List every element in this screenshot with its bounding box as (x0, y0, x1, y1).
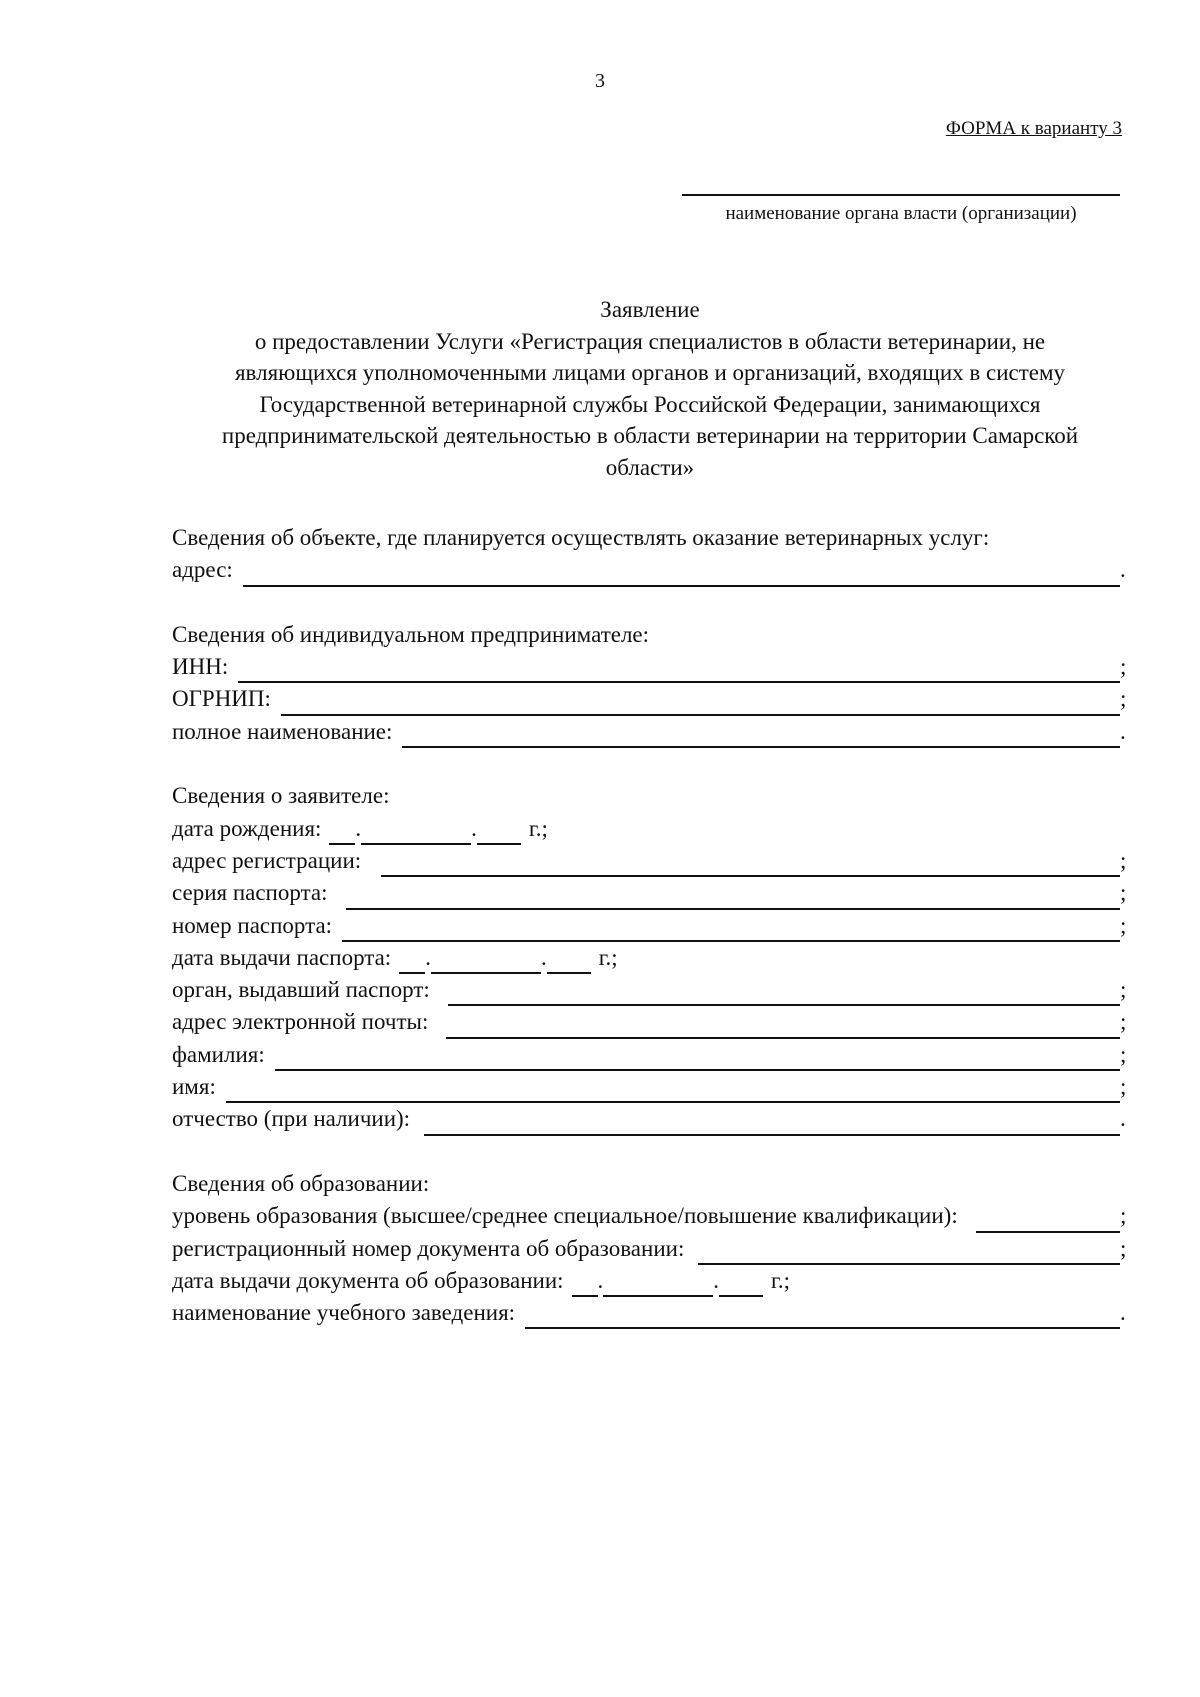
education-doc-date-label: дата выдачи документа об образовании: (172, 1267, 564, 1293)
title-line: области» (605, 454, 695, 480)
passport-issue-month-field[interactable] (431, 950, 541, 974)
name-label: имя: (172, 1074, 216, 1100)
education-doc-number-label: регистрационный номер документа об образовании: (172, 1235, 685, 1261)
reg-address-label: адрес регистрации: (172, 847, 362, 873)
applicant-section-heading: Сведения о заявителе: (172, 783, 390, 809)
object-section-heading: Сведения об объекте, где планируется осуществлять оказание ветеринарных услуг: (172, 525, 990, 550)
education-level-label: уровень образования (высшее/среднее специальное/повышение квалификации): (172, 1203, 958, 1229)
education-doc-month-field[interactable] (603, 1273, 713, 1297)
education-level-row: уровень образования (высшее/среднее специальное/повышение квалификации): ; (172, 1200, 1130, 1232)
email-field[interactable] (446, 1015, 1120, 1039)
birth-date-label: дата рождения: (172, 815, 322, 841)
reg-address-row: адрес регистрации: ; (172, 845, 1130, 877)
title-line: Государственной ветеринарной службы Российской Федерации, занимающихся (259, 391, 1041, 417)
full-name-field[interactable] (402, 724, 1120, 748)
title-line: о предоставлении Услуги «Регистрация специалистов в области ветеринарии, не (254, 328, 1046, 354)
title-line: являющихся уполномоченными лицами органов и организаций, входящих в систему (234, 360, 1066, 385)
inn-field[interactable] (238, 659, 1120, 683)
inn-label: ИНН: (172, 654, 229, 680)
email-label: адрес электронной почты: (172, 1009, 429, 1035)
name-field[interactable] (226, 1079, 1120, 1103)
form-body (172, 522, 1130, 1329)
entrepreneur-section-heading: Сведения об индивидуальном предпринимателе: (172, 621, 650, 647)
education-level-field[interactable] (976, 1209, 1120, 1233)
birth-month-field[interactable] (361, 821, 471, 845)
birth-date-row: дата рождения: . . г.; (172, 813, 1130, 845)
surname-label: фамилия: (172, 1041, 265, 1067)
institution-label: наименование учебного заведения: (172, 1300, 516, 1326)
birth-year-field[interactable] (477, 821, 521, 845)
surname-row: фамилия: ; (172, 1039, 1130, 1071)
object-address-field[interactable] (243, 563, 1120, 587)
passport-number-field[interactable] (342, 918, 1120, 942)
page-number: 3 (595, 70, 605, 92)
org-name-caption: наименование органа власти (организации) (725, 203, 1077, 224)
ogrnip-field[interactable] (281, 692, 1120, 716)
ogrnip-label: ОГРНИП: (172, 686, 271, 712)
passport-issue-day-field[interactable] (399, 950, 425, 974)
org-name-field[interactable] (682, 194, 1120, 196)
document-title (140, 294, 1160, 483)
education-section-heading: Сведения об образовании: (172, 1170, 430, 1196)
patronymic-label: отчество (при наличии): (172, 1106, 411, 1132)
inn-row: ИНН: ; (172, 651, 1130, 683)
name-row: имя: ; (172, 1071, 1130, 1103)
title-line: предпринимательской деятельностью в области ветеринарии на территории Самарской (221, 423, 1079, 448)
form-variant-label: ФОРМА к варианту 3 (945, 118, 1122, 139)
passport-issue-year-field[interactable] (547, 950, 591, 974)
patronymic-field[interactable] (424, 1112, 1120, 1136)
full-name-label: полное наименование: (172, 718, 393, 744)
surname-field[interactable] (275, 1047, 1120, 1071)
passport-issuer-label: орган, выдавший паспорт: (172, 977, 430, 1003)
institution-field[interactable] (525, 1305, 1120, 1329)
passport-number-row: номер паспорта: ; (172, 910, 1130, 942)
passport-series-field[interactable] (346, 886, 1121, 910)
education-doc-number-row: регистрационный номер документа об образовании: ; (172, 1233, 1130, 1265)
object-address-label: адрес: (172, 557, 233, 583)
email-row: адрес электронной почты: ; (172, 1006, 1130, 1038)
passport-issue-date-row: дата выдачи паспорта: . . г.; (172, 942, 1130, 974)
passport-series-label: серия паспорта: (172, 880, 328, 906)
passport-issuer-row: орган, выдавший паспорт: ; (172, 974, 1130, 1006)
passport-issue-date-label: дата выдачи паспорта: (172, 944, 392, 970)
patronymic-row: отчество (при наличии): . (172, 1103, 1130, 1135)
education-doc-date-row: дата выдачи документа об образовании: . . г.; (172, 1265, 1130, 1297)
reg-address-field[interactable] (381, 853, 1120, 877)
passport-series-row: серия паспорта: ; (172, 877, 1130, 909)
ogrnip-row: ОГРНИП: ; (172, 683, 1130, 715)
passport-number-label: номер паспорта: (172, 912, 333, 938)
object-address-row: адрес: . (172, 554, 1130, 586)
education-doc-day-field[interactable] (572, 1273, 598, 1297)
full-name-row: полное наименование: . (172, 716, 1130, 748)
title-heading: Заявление (600, 297, 700, 322)
education-doc-year-field[interactable] (719, 1273, 763, 1297)
institution-row: наименование учебного заведения: . (172, 1297, 1130, 1329)
passport-issuer-field[interactable] (448, 982, 1120, 1006)
education-doc-number-field[interactable] (698, 1241, 1120, 1265)
birth-day-field[interactable] (329, 821, 355, 845)
